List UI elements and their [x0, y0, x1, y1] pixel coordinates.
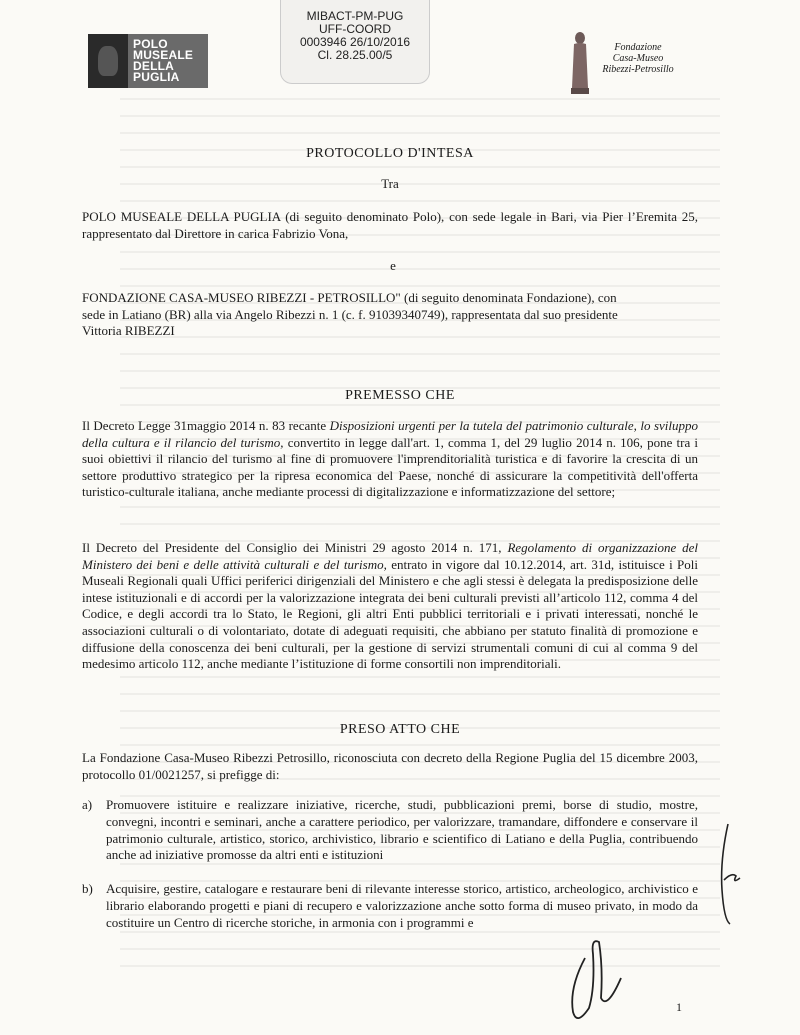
conjunction-e: e: [390, 258, 396, 273]
bottom-signature: [555, 928, 635, 1028]
party-two: FONDAZIONE CASA-MUSEO RIBEZZI - PETROSILLO" (di seguito denominata Fondazione), con sede in Latiano (BR) alla via Angelo Ribezzi n. 1 (c. f. 91039340749), rappresentata dal suo presidente Vittoria RIBEZZI: [82, 290, 618, 339]
list-item-a: [82, 797, 698, 864]
protocol-stamp: [280, 0, 430, 84]
preso-atto-heading: PRESO ATTO CHE: [339, 722, 461, 737]
preso-atto-paragraph: La Fondazione Casa-Museo Ribezzi Petrosillo, riconosciuta con decreto della Regione Puglia del 15 dicembre 2003, protocollo 01/0021257, si prefigge di:: [82, 750, 698, 782]
statue-icon: [568, 30, 592, 96]
list-item-label: a): [82, 797, 93, 812]
party-one: POLO MUSEALE DELLA PUGLIA (di seguito denominato Polo), con sede legale in Bari, via Pier l’Eremita 25, rappresentato dal Direttore in carica Fabrizio Vona,: [82, 209, 698, 241]
stamp-line: UFF-COORD: [319, 22, 391, 36]
polo-museale-logo: [88, 34, 208, 88]
polo-museale-logo-mark: [88, 34, 128, 88]
premesso-paragraph-1: Il Decreto Legge 31maggio 2014 n. 83 recante Disposizioni urgenti per la tutela del patrimonio culturale, lo sviluppo della cultura e il rilancio del turismo, convertito in legge dall'art. 1, comma 1, del 29 luglio 2014 n. 106, pone tra i suoi obiettivi il rilancio del turismo al fine di promuovere l'imprenditorialità turistica e di favorire la crescita di un settore produttivo strategico per la ripresa economica del Paese, nonché di assicurare la competitività dell'offerta turistico-culturale italiana, anche mediante processi di digitalizzazione e informatizzazione del settore;: [82, 418, 698, 500]
list-item-body: Acquisire, gestire, catalogare e restaurare beni di rilevante interesse storico, artistico, archeologico, archivistico e librario elaborando progetti e piani di recupero e valorizzazione anche sotto forma di museo privato, in modo da costituire un Centro di ricerche storiche, in armonia con i programmi e: [106, 881, 698, 930]
premesso-heading: PREMESSO CHE: [345, 388, 455, 403]
premesso-paragraph-2: Il Decreto del Presidente del Consiglio dei Ministri 29 agosto 2014 n. 171, Regolamento di organizzazione del Ministero dei beni e delle attività culturali e del turismo, entrato in vigore dal 10.12.2014, art. 31d, istituisce i Poli Museali Regionali quali Uffici periferici dirigenziali del Ministero e che agli stessi è delegata la predisposizione delle intese istituzionali e di accordi per la valorizzazione integrata dei beni culturali previsti all’articolo 112, comma 4 del Codice, e degli accordi tra lo Stato, le Regioni, gli altri Enti pubblici territoriali e i privati interessati, nonché le associazioni culturali o di volontariato, dotate di adeguati requisiti, che abbiano per statuto finalità di promozione e diffusione della conoscenza dei beni culturali, per la gestione di servizi strumentali comuni di cui al comma 9 del medesimo articolo 112, anche mediante l’istituzione di forme consortili non imprenditoriali.: [82, 540, 699, 672]
document-title: PROTOCOLLO D'INTESA: [306, 146, 474, 161]
fondazione-logo-text: Fondazione Casa-Museo Ribezzi-Petrosillo: [602, 42, 674, 75]
list-item-body: Promuovere istituire e realizzare iniziative, ricerche, studi, pubblicazioni premi, borse di studio, mostre, convegni, incontri e seminari, anche a carattere periodico, per valorizzare, tramandare, diffondere e conservare il patrimonio culturale, artistico, storico, archivistico, librario e scientifico di Latiano e della Puglia, contribuendo anche ad iniziative promosse da altri enti e istituzioni: [106, 797, 698, 863]
list-item-label: b): [82, 881, 93, 896]
tra-label: Tra: [381, 176, 399, 191]
polo-museale-logo-text: POLO MUSEALE DELLA PUGLIA: [133, 37, 194, 84]
list-item-b: [82, 881, 698, 931]
stamp-line: Cl. 28.25.00/5: [317, 48, 393, 62]
stamp-line: 0003946 26/10/2016: [299, 35, 411, 49]
stamp-line: MIBACT-PM-PUG: [306, 9, 404, 23]
page-number: 1: [676, 1000, 682, 1014]
margin-initial-signature: [706, 820, 746, 930]
fondazione-logo: [568, 22, 708, 98]
